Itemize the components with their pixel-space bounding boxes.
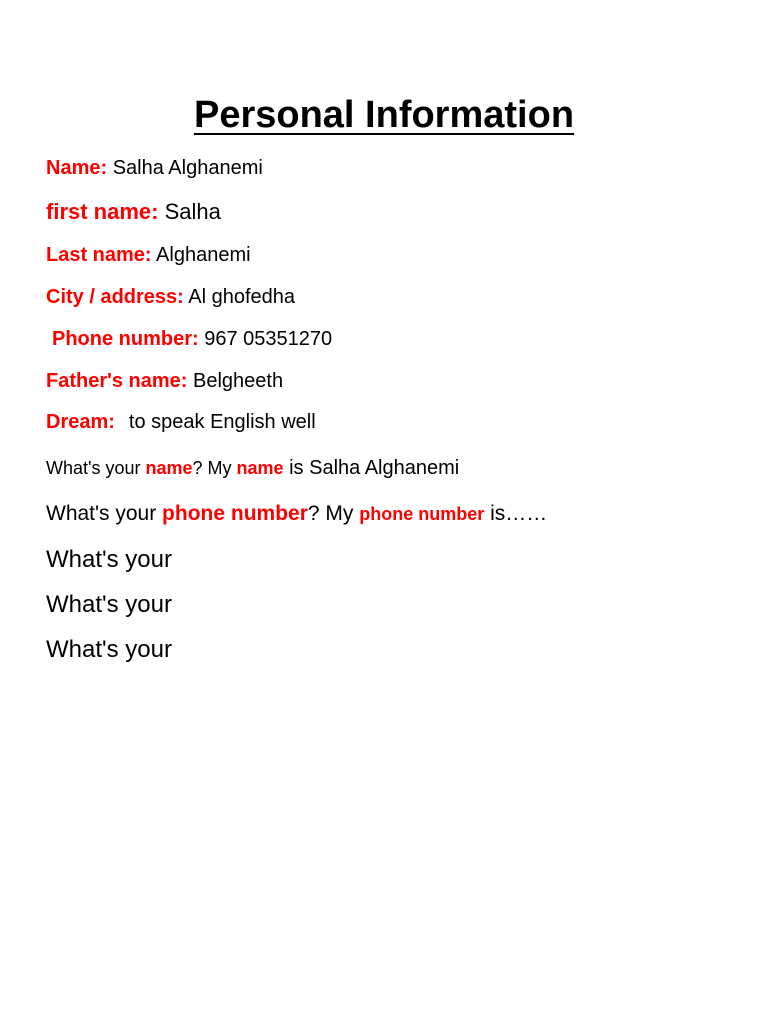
field-name-label: Name: (46, 157, 108, 179)
field-father-label: Father's name: (46, 370, 188, 392)
field-first-name (46, 199, 221, 225)
page-title (0, 92, 768, 138)
highlight-phone-number: phone number (359, 504, 485, 524)
field-father (46, 370, 283, 393)
field-phone-label: Phone number: (52, 328, 199, 350)
field-first-name-label: first name: (46, 199, 159, 224)
field-city (46, 286, 295, 309)
field-first-name-value: Salha (158, 199, 221, 224)
field-dream (46, 411, 316, 434)
page-title-text: Personal Information (193, 94, 575, 136)
field-last-name-label: Last name: (46, 244, 152, 266)
field-father-value: Belgheeth (187, 370, 284, 392)
field-last-name (46, 244, 251, 267)
field-dream-label: Dream: (46, 411, 115, 433)
question-blank: What's your (46, 636, 172, 663)
field-phone (46, 328, 332, 351)
highlight-phone-number: phone number (162, 502, 308, 525)
field-name (46, 157, 263, 180)
field-dream-value: to speak English well (128, 411, 316, 433)
question-name: What's your name? My name is Salha Alghanemi (46, 457, 460, 479)
field-city-value: Al ghofedha (183, 286, 296, 308)
field-last-name-value: Alghanemi (151, 244, 251, 266)
field-phone-value: 967 05351270 (198, 328, 333, 350)
highlight-name: name (236, 458, 284, 478)
question-phone: What's your phone number? My phone number is…… (46, 502, 548, 525)
highlight-name: name (145, 458, 193, 478)
question-blank: What's your (46, 546, 172, 573)
field-name-value: Salha Alghanemi (107, 157, 263, 179)
field-city-label: City / address: (46, 286, 184, 308)
question-blank: What's your (46, 591, 172, 618)
